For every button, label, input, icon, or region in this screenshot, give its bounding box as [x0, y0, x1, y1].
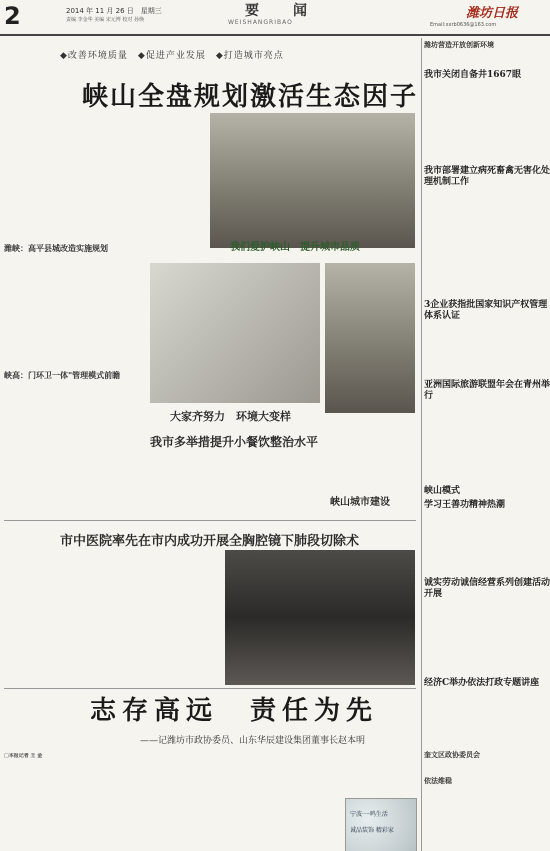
lead-body-3 — [4, 380, 144, 550]
column-divider — [421, 38, 422, 851]
right-label-10: 依法维稳 — [424, 777, 452, 785]
issue-date: 2014 年 11 月 26 日 星期三 — [66, 7, 162, 15]
header-rule — [0, 34, 550, 36]
section-pinyin: WEISHANGRIBAO — [228, 19, 293, 26]
right-headline-8: 经济C举办依法打政专题讲座 — [424, 678, 540, 688]
right-headline-1: 我市关闭自备井1667眼 — [424, 70, 522, 80]
worker-photo — [325, 263, 415, 413]
right-body-3 — [424, 324, 548, 374]
right-body-7 — [424, 602, 548, 672]
ad-line1: 宁波·一鸣生活 — [350, 811, 388, 818]
bottom-subheadline: ——记潍坊市政协委员、山东华辰建设集团董事长赵本明 — [140, 736, 366, 746]
right-body-1 — [424, 84, 548, 164]
main-content — [0, 38, 420, 851]
bottom-byline: □本报记者 王 金 — [4, 753, 43, 759]
right-headline-5: 峡山模式 — [424, 486, 461, 496]
right-body-2 — [424, 190, 548, 270]
contact-email: Email:xxrb0636@163.com — [430, 22, 497, 28]
right-headline-7: 诚实劳动诚信经营系列创建活动开展 — [424, 578, 550, 599]
bottom-body — [4, 766, 344, 851]
green-caption: 我们爱护峡山 提升城市品质 — [230, 242, 360, 253]
right-headline-3: 3企业获指批国家知识产权管理体系认证 — [424, 300, 548, 321]
right-top-label: 潍坊营造开放创新环境 — [424, 41, 494, 49]
ad-line2: 诚品装饰 精彩家 — [350, 827, 394, 834]
surgery-photo — [225, 550, 415, 685]
bottom-headline: 志存高远 责任为先 — [90, 696, 379, 726]
street-photo — [150, 263, 320, 403]
lead-subhead-1: 潍峡：高平县城改造实施规划 — [4, 244, 108, 253]
lead-body — [4, 112, 204, 237]
lead-photo — [210, 113, 415, 248]
photo-headline: 大家齐努力 环境大变样 — [170, 410, 291, 423]
right-headline-2: 我市部署建立病死畜禽无害化处理机制工作 — [424, 166, 550, 187]
right-body-8 — [424, 702, 548, 742]
ad-box — [345, 798, 417, 851]
right-headline-6: 学习王善功精神热潮 — [424, 500, 506, 510]
lead-headline: 峡山全盘规划激活生态因子 — [82, 82, 419, 112]
article-rule — [4, 520, 416, 521]
lead-body-2 — [4, 253, 144, 363]
newspaper-logo: 潍坊日报 — [466, 6, 519, 21]
section-title: 要 闻 — [245, 3, 317, 19]
right-body-4 — [424, 404, 548, 474]
editor-credits: 责编 李金华 美编 宋元博 校对 孙焕 — [66, 17, 144, 23]
page-number: 2 — [4, 2, 21, 30]
hospital-body — [4, 553, 204, 653]
right-column — [424, 38, 550, 851]
yiyuan-caption: 峡山城市建设 — [330, 497, 390, 508]
lead-subhead-2: 峡高：门环卫一体"管理模式前瞻 — [4, 371, 121, 380]
right-body-6 — [424, 514, 548, 574]
right-label-9: 奎文区政协委员会 — [424, 751, 480, 759]
mid-headline: 我市多举措提升小餐饮整治水平 — [150, 435, 319, 449]
page-header — [0, 0, 550, 36]
top-banner: ◆改善环境质量 ◆促进产业发展 ◆打造城市亮点 — [60, 51, 284, 61]
hospital-headline: 市中医院率先在市内成功开展全胸腔镜下肺段切除术 — [60, 534, 360, 549]
right-headline-4: 亚洲国际旅游联盟年会在青州举行 — [424, 380, 550, 401]
right-body-10 — [424, 788, 548, 848]
bottom-rule — [4, 688, 416, 689]
